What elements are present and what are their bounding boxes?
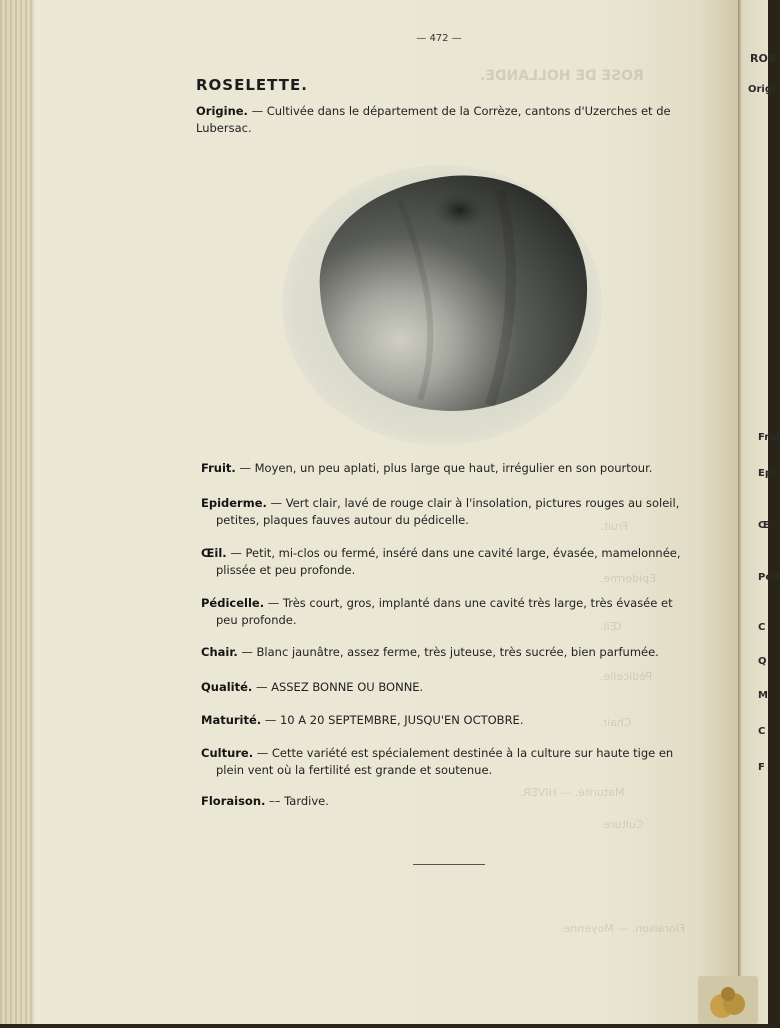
section-text: — ASSEZ BONNE OU BONNE. [255,680,424,694]
section-text: — 10 A 20 SEPTEMBRE, JUSQU'EN OCTOBRE. [264,713,524,727]
next-page-text: C [758,726,766,737]
section-pedicelle [201,595,691,629]
page-title: ROSELETTE. [196,76,308,94]
ghost-line: Pédicelle. [600,670,653,683]
ghost-line: Maturité. — HIVER. [520,786,625,799]
section-oeil [201,545,691,579]
ghost-line: Culture. [600,818,644,831]
section-floraison [201,793,691,810]
ghost-line: Fruit. [600,520,628,533]
page-gutter [0,0,34,1024]
section-cont: plissée et peu profonde. [216,563,356,577]
section-maturite [201,712,691,729]
next-page-text: Q [758,656,767,667]
next-page-text: F [758,762,765,773]
section-label: Epiderme. [201,496,267,510]
next-page-text: Epi [758,468,776,479]
section-epiderme [201,495,691,529]
ghost-line: Epiderme. [600,572,657,585]
end-rule [413,864,485,865]
fruit-illustration [280,160,610,460]
ghost-line: Œil. [600,620,622,633]
section-cont: plein vent où la fertilité est grande et soutenue. [216,763,493,777]
section-cont: peu profonde. [216,613,297,627]
section-label: Œil. [201,546,227,560]
section-text: — Vert clair, lavé de rouge clair à l'insolation, pictures rouges au soleil, [270,496,680,510]
section-text: — Moyen, un peu aplati, plus large que haut, irrégulier en son pourtour. [239,461,653,475]
section-text: — Blanc jaunâtre, assez ferme, très juteuse, très sucrée, bien parfumée. [241,645,659,659]
next-page-text: Origi [748,84,776,95]
section-chair [201,644,691,661]
ghost-line: Floraison. — Moyenne. [560,922,686,935]
section-label: Culture. [201,746,254,760]
page-number: — 472 — [416,33,462,44]
section-qualite [201,679,691,696]
next-page-text: ROS [750,52,776,65]
next-page-text: M [758,690,768,701]
next-page-text: C [758,622,766,633]
section-text: — Très court, gros, implanté dans une cavité très large, très évasée et [267,596,673,610]
section-label: Pédicelle. [201,596,265,610]
section-label: Maturité. [201,713,262,727]
section-label: Fruit. [201,461,236,475]
origine-text: — Cultivée dans le département de la Corrèze, cantons d'Uzerches et de [251,104,671,118]
origine-paragraph [196,103,686,137]
section-fruit [201,460,691,477]
ghost-title: ROSE DE HOLLANDE. [480,68,644,84]
origine-cont: Lubersac. [196,121,252,135]
section-text: –– Tardive. [269,794,329,808]
next-page-text: Œ [758,520,770,531]
section-cont: petites, plaques fauves autour du pédicelle. [216,513,469,527]
section-label: Floraison. [201,794,266,808]
fruit-thumbnail-icon [698,976,758,1024]
section-text: — Cette variété est spécialement destinée à la culture sur haute tige en [256,746,674,760]
section-label: Qualité. [201,680,253,694]
section-label: Chair. [201,645,238,659]
ghost-line: Chair. [600,716,632,729]
section-culture [201,745,691,779]
next-page-text: Péd [758,572,780,583]
next-page-edge [738,0,780,1024]
next-page-text: Frui [758,432,780,443]
section-text: — Petit, mi-clos ou fermé, inséré dans une cavité large, évasée, mamelonnée, [230,546,681,560]
origine-label: Origine. [196,104,248,118]
